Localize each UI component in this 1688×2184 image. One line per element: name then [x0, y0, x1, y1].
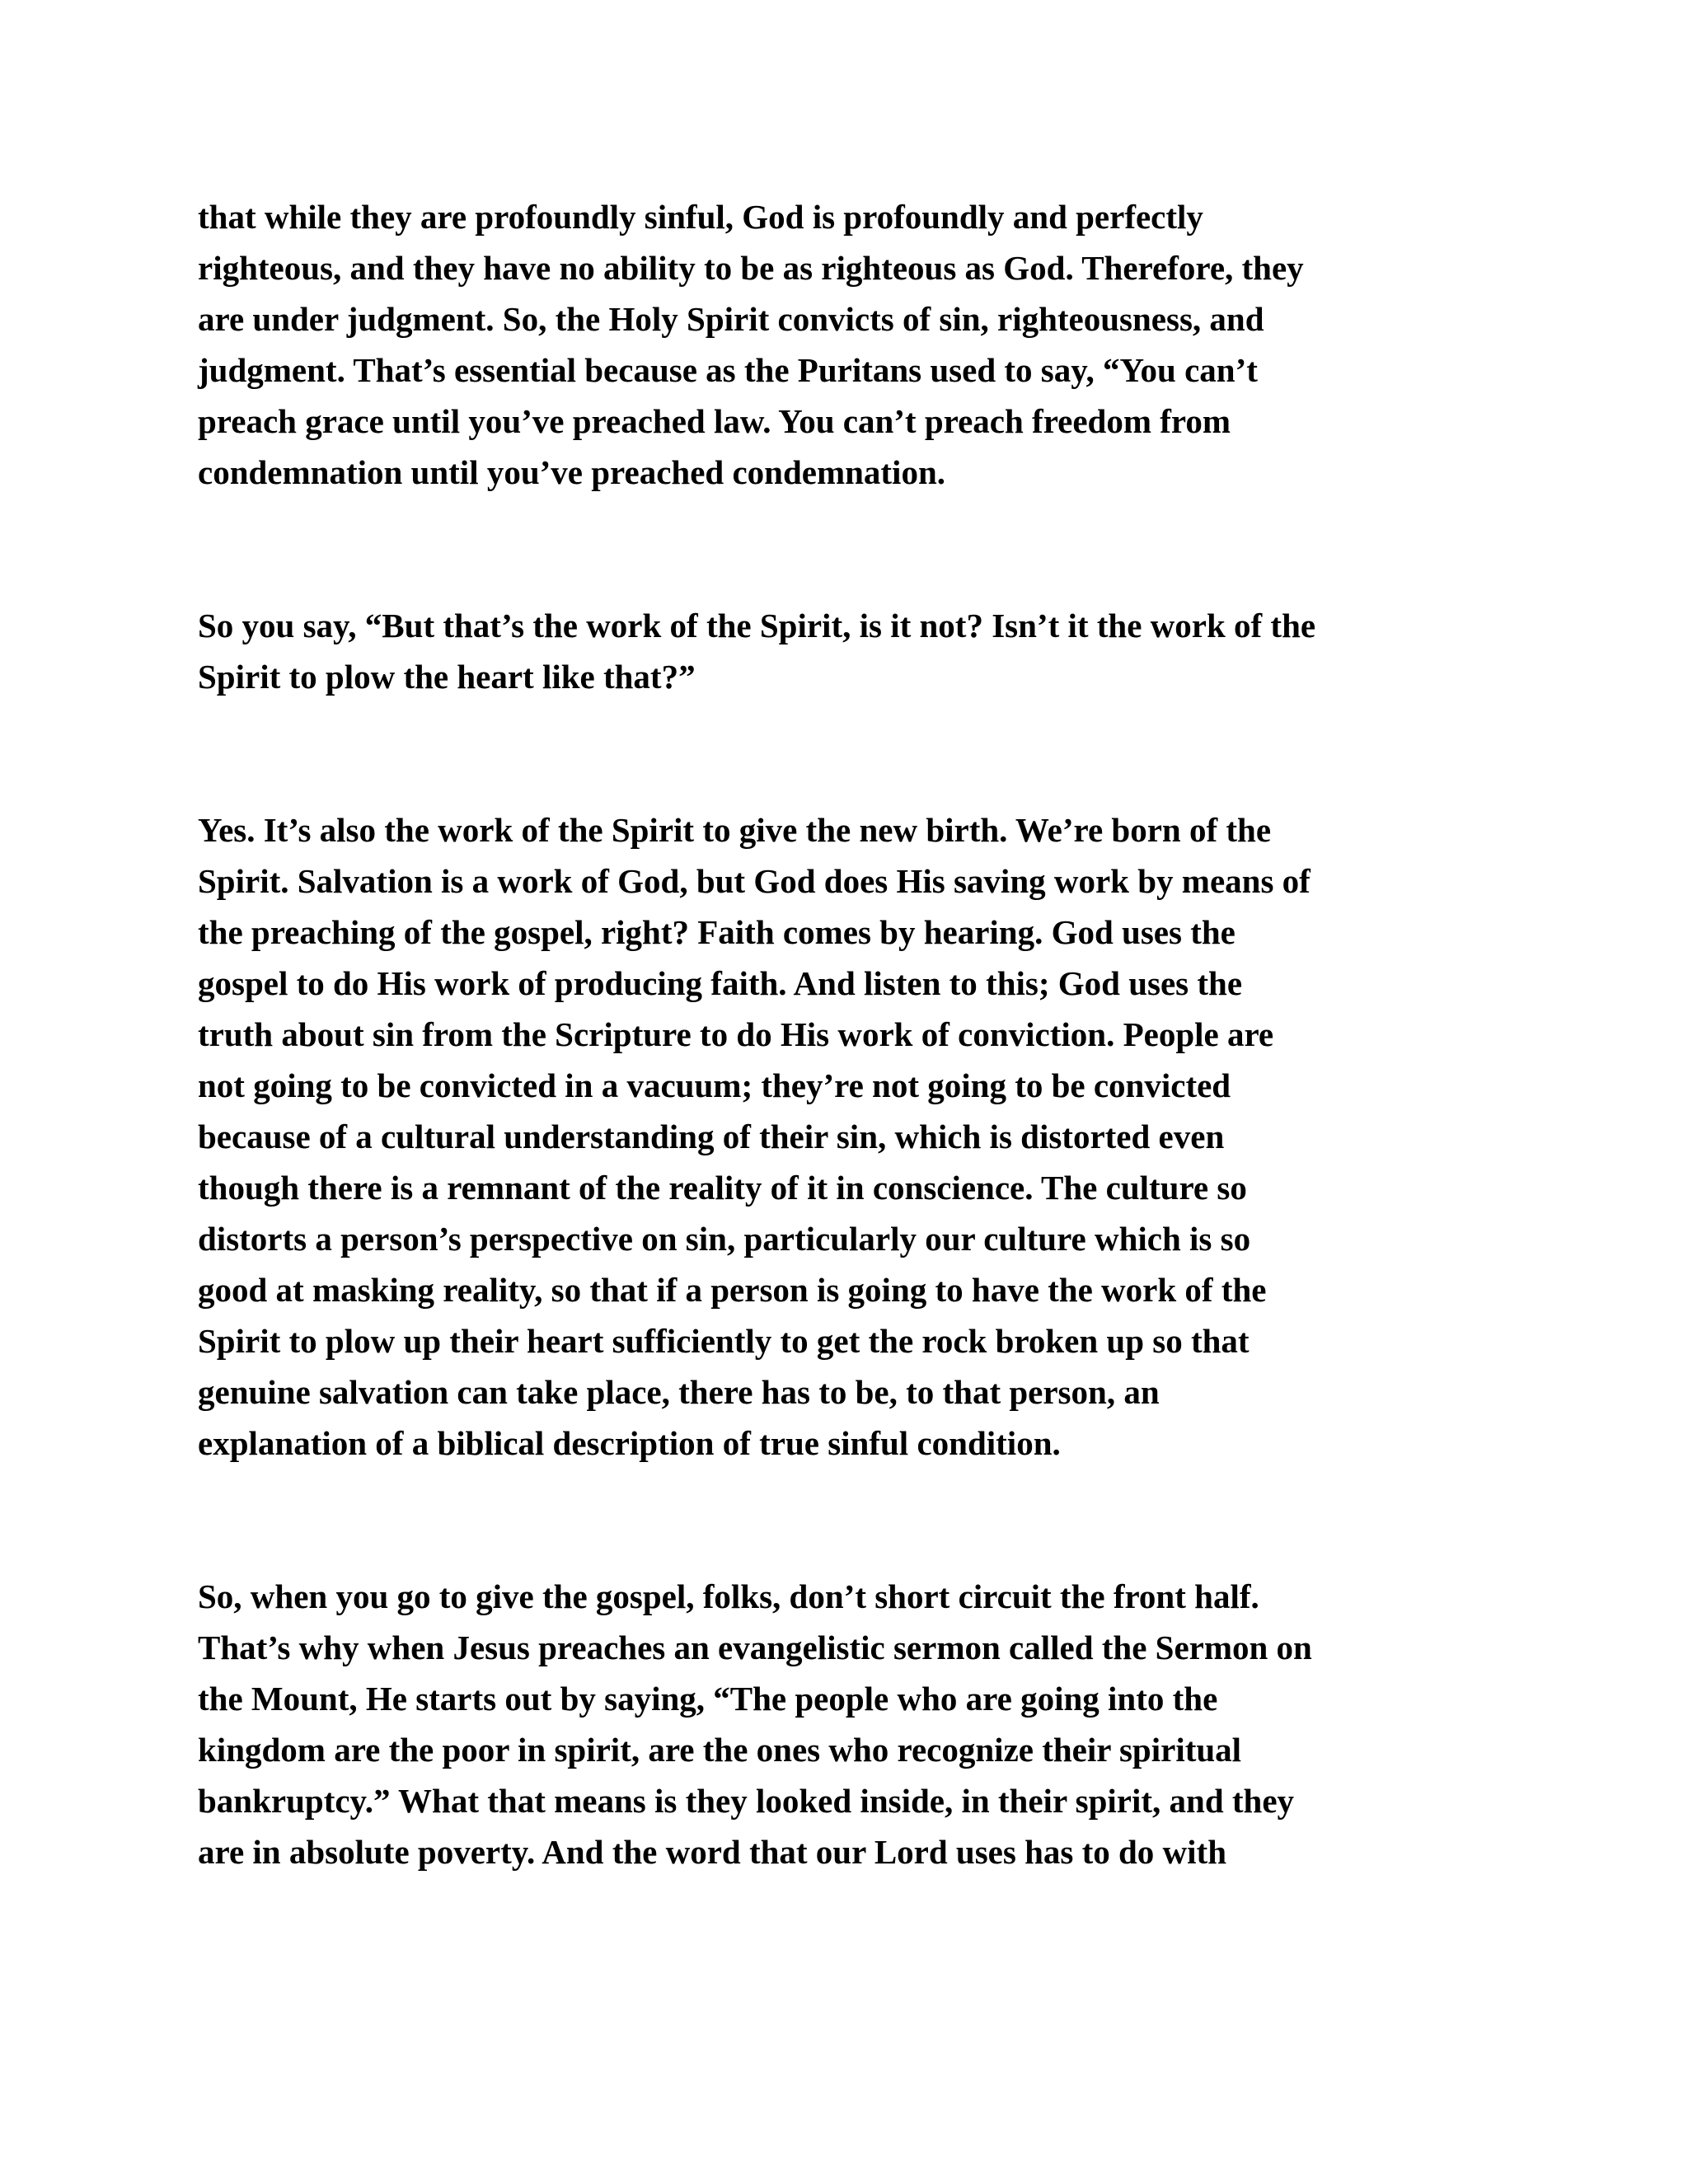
text-line: gospel to do His work of producing faith. And listen to this; God uses the: [198, 964, 1243, 1002]
text-line: So, when you go to give the gospel, folks, don’t short circuit the front half.: [198, 1577, 1259, 1615]
text-line: preach grace until you’ve preached law. You can’t preach freedom from: [198, 402, 1231, 440]
text-line: good at masking reality, so that if a person is going to have the work of the: [198, 1271, 1267, 1309]
text-line: Yes. It’s also the work of the Spirit to give the new birth. We’re born of the: [198, 811, 1272, 849]
text-line: explanation of a biblical description of true sinful condition.: [198, 1424, 1061, 1462]
text-line: distorts a person’s perspective on sin, particularly our culture which is so: [198, 1220, 1251, 1258]
text-line: the preaching of the gospel, right? Faith comes by hearing. God uses the: [198, 913, 1236, 951]
paragraph-4: [198, 1571, 1484, 1877]
paragraph-1: [198, 191, 1484, 498]
text-line: are in absolute poverty. And the word that our Lord uses has to do with: [198, 1833, 1226, 1871]
text-line: bankruptcy.” What that means is they looked inside, in their spirit, and they: [198, 1782, 1295, 1820]
text-line: righteous, and they have no ability to be as righteous as God. Therefore, they: [198, 249, 1304, 287]
text-line: That’s why when Jesus preaches an evangelistic sermon called the Sermon on: [198, 1629, 1312, 1666]
text-line: Spirit to plow the heart like that?”: [198, 658, 696, 696]
text-line: that while they are profoundly sinful, God is profoundly and perfectly: [198, 198, 1203, 236]
text-line: Spirit. Salvation is a work of God, but God does His saving work by means of: [198, 862, 1311, 900]
paragraph-2: [198, 600, 1484, 702]
text-line: truth about sin from the Scripture to do His work of conviction. People are: [198, 1015, 1274, 1053]
paragraph-3: [198, 804, 1484, 1469]
text-line: though there is a remnant of the reality of it in conscience. The culture so: [198, 1169, 1247, 1207]
text-line: kingdom are the poor in spirit, are the ones who recognize their spiritual: [198, 1731, 1242, 1769]
text-line: are under judgment. So, the Holy Spirit convicts of sin, righteousness, and: [198, 300, 1264, 338]
text-line: genuine salvation can take place, there has to be, to that person, an: [198, 1373, 1160, 1411]
text-line: not going to be convicted in a vacuum; they’re not going to be convicted: [198, 1066, 1231, 1104]
document-body: [198, 191, 1484, 1877]
text-line: judgment. That’s essential because as the Puritans used to say, “You can’t: [198, 351, 1258, 389]
text-line: condemnation until you’ve preached condemnation.: [198, 453, 946, 491]
text-line: the Mount, He starts out by saying, “The people who are going into the: [198, 1680, 1218, 1718]
text-line: Spirit to plow up their heart sufficiently to get the rock broken up so that: [198, 1322, 1250, 1360]
text-line: So you say, “But that’s the work of the Spirit, is it not? Isn’t it the work of the: [198, 607, 1316, 644]
text-line: because of a cultural understanding of their sin, which is distorted even: [198, 1118, 1225, 1155]
